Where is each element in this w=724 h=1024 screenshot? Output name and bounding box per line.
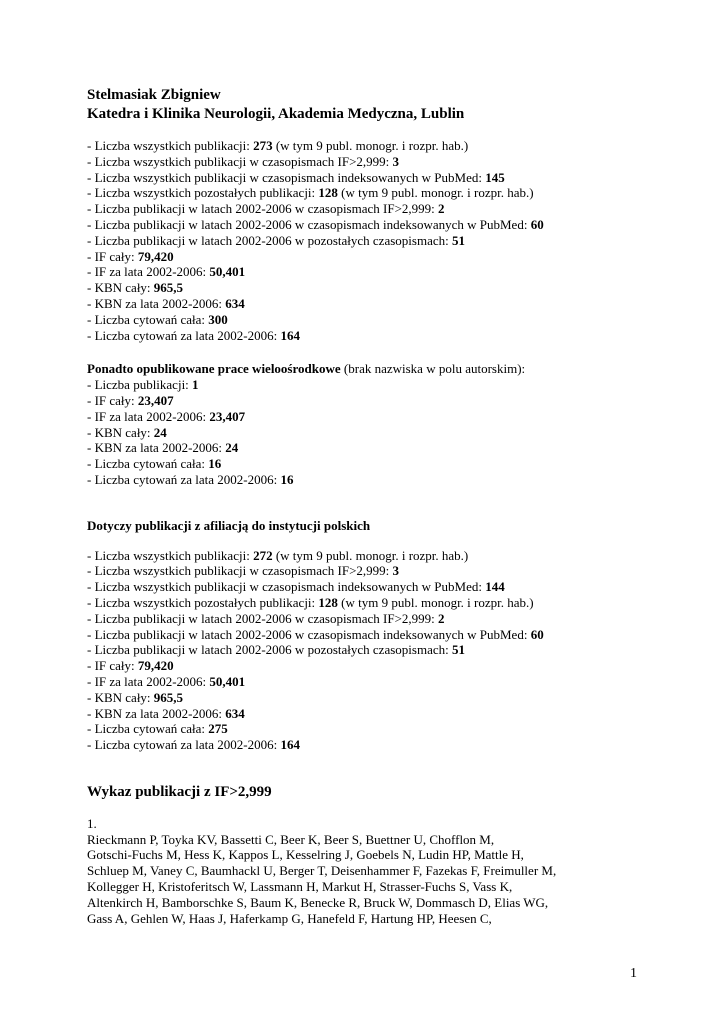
item-value: 50,401 xyxy=(209,264,246,280)
item-note: (w tym 9 publ. monogr. i rozpr. hab.) xyxy=(272,547,469,563)
item-value: 24 xyxy=(153,424,167,440)
item-label: - KBN cały: xyxy=(87,689,154,705)
item-label: - IF za lata 2002-2006: xyxy=(87,264,210,280)
item-value: 300 xyxy=(208,311,228,327)
item-label: - Liczba wszystkich pozostałych publikacji: xyxy=(87,185,319,201)
summary-item xyxy=(87,328,687,344)
item-value: 164 xyxy=(280,327,300,343)
summary-item xyxy=(87,249,687,265)
item-value: 1 xyxy=(192,377,199,393)
publication-entry xyxy=(87,816,687,927)
item-label: - Liczba wszystkich publikacji: xyxy=(87,138,254,153)
item-label: - KBN za lata 2002-2006: xyxy=(87,705,226,721)
item-value: 128 xyxy=(318,594,338,610)
multicenter-list xyxy=(87,377,687,488)
item-label: - Liczba wszystkich publikacji w czasopismach indeksowanych w PubMed: xyxy=(87,579,486,595)
item-label: - Liczba cytowań za lata 2002-2006: xyxy=(87,737,281,753)
item-label: - IF za lata 2002-2006: xyxy=(87,673,210,689)
item-value: 51 xyxy=(451,232,465,248)
author-line: Rieckmann P, Toyka KV, Bassetti C, Beer K, Beer S, Buettner U, Chofflon M, xyxy=(87,831,495,847)
polish-affiliation-item xyxy=(87,690,687,706)
polish-affiliation-item xyxy=(87,579,687,595)
summary-item xyxy=(87,154,687,170)
multicenter-item xyxy=(87,440,687,456)
multicenter-item xyxy=(87,377,687,393)
author-line: Gotschi-Fuchs M, Hess K, Kappos L, Kesselring J, Goebels N, Ludin HP, Mattle H, xyxy=(87,847,524,863)
author-line: Altenkirch H, Bamborschke S, Baum K, Benecke R, Bruck W, Dommasch D, Elias WG, xyxy=(87,894,549,910)
item-value: 965,5 xyxy=(153,689,184,705)
item-value: 2 xyxy=(438,201,445,217)
item-label: - Liczba publikacji w latach 2002-2006 w czasopismach IF>2,999: xyxy=(87,201,439,217)
multicenter-item xyxy=(87,393,687,409)
item-label: - Liczba wszystkich pozostałych publikacji: xyxy=(87,594,319,610)
item-label: - Liczba publikacji w latach 2002-2006 w pozostałych czasopismach: xyxy=(87,642,452,658)
item-value: 965,5 xyxy=(153,280,184,296)
item-value: 60 xyxy=(530,216,544,232)
summary-item xyxy=(87,217,687,233)
item-value: 16 xyxy=(280,471,294,487)
multicenter-heading-bold: Ponadto opublikowane prace wieloośrodkowe xyxy=(87,361,341,377)
item-label: - KBN cały: xyxy=(87,280,154,296)
item-label: - Liczba cytowań za lata 2002-2006: xyxy=(87,327,281,343)
summary-list xyxy=(87,138,687,343)
summary-item xyxy=(87,280,687,296)
item-label: - IF cały: xyxy=(87,392,138,408)
item-label: - Liczba cytowań cała: xyxy=(87,721,209,737)
multicenter-item xyxy=(87,425,687,441)
polish-affiliation-item xyxy=(87,627,687,643)
item-label: - Liczba publikacji w latach 2002-2006 w pozostałych czasopismach: xyxy=(87,232,452,248)
multicenter-heading xyxy=(87,361,687,377)
item-value: 60 xyxy=(530,626,544,642)
publication-authors xyxy=(87,832,687,927)
item-note: (w tym 9 publ. monogr. i rozpr. hab.) xyxy=(337,185,534,201)
author-line: Schluep M, Vaney C, Baumhackl U, Berger T, Deisenhammer F, Fazekas F, Freimuller M, xyxy=(87,863,557,879)
polish-affiliation-heading: Dotyczy publikacji z afiliacją do instytucji polskich xyxy=(87,517,371,533)
document-page xyxy=(87,86,687,926)
item-value: 50,401 xyxy=(209,673,246,689)
summary-item xyxy=(87,233,687,249)
item-label: - IF za lata 2002-2006: xyxy=(87,408,210,424)
publication-number: 1. xyxy=(87,815,97,831)
item-label: - Liczba cytowań cała: xyxy=(87,311,209,327)
item-label: - KBN za lata 2002-2006: xyxy=(87,295,226,311)
item-value: 272 xyxy=(253,547,273,563)
item-value: 51 xyxy=(451,642,465,658)
polish-affiliation-item xyxy=(87,706,687,722)
item-value: 145 xyxy=(485,169,505,185)
item-label: - KBN cały: xyxy=(87,424,154,440)
summary-item xyxy=(87,312,687,328)
author-line: Gass A, Gehlen W, Haas J, Haferkamp G, Hanefeld F, Hartung HP, Heesen C, xyxy=(87,910,492,926)
item-label: - Liczba publikacji: xyxy=(87,377,193,393)
publication-list-heading: Wykaz publikacji z IF>2,999 xyxy=(87,783,272,800)
item-label: - Liczba wszystkich publikacji w czasopismach IF>2,999: xyxy=(87,563,393,579)
polish-affiliation-item xyxy=(87,548,687,564)
polish-affiliation-list xyxy=(87,548,687,753)
author-name: Stelmasiak Zbigniew xyxy=(87,87,221,103)
item-value: 128 xyxy=(318,185,338,201)
item-value: 273 xyxy=(253,138,273,153)
item-label: - Liczba wszystkich publikacji w czasopismach IF>2,999: xyxy=(87,153,393,169)
item-value: 16 xyxy=(208,456,222,472)
item-label: - IF cały: xyxy=(87,658,138,674)
item-label: - IF cały: xyxy=(87,248,138,264)
item-label: - Liczba publikacji w latach 2002-2006 w czasopismach indeksowanych w PubMed: xyxy=(87,626,531,642)
item-value: 79,420 xyxy=(137,248,174,264)
item-value: 23,407 xyxy=(209,408,246,424)
item-label: - Liczba wszystkich publikacji: xyxy=(87,547,254,563)
polish-affiliation-item xyxy=(87,658,687,674)
summary-item xyxy=(87,264,687,280)
polish-affiliation-item xyxy=(87,611,687,627)
item-value: 24 xyxy=(225,440,239,456)
item-value: 634 xyxy=(225,705,245,721)
item-label: - Liczba cytowań cała: xyxy=(87,456,209,472)
multicenter-heading-rest: (brak nazwiska w polu autorskim): xyxy=(340,361,526,377)
item-value: 634 xyxy=(225,295,245,311)
multicenter-item xyxy=(87,456,687,472)
page-number: 1 xyxy=(630,966,637,981)
item-note: (w tym 9 publ. monogr. i rozpr. hab.) xyxy=(337,594,534,610)
item-value: 164 xyxy=(280,737,300,753)
item-label: - Liczba wszystkich publikacji w czasopismach indeksowanych w PubMed: xyxy=(87,169,486,185)
item-label: - Liczba publikacji w latach 2002-2006 w czasopismach indeksowanych w PubMed: xyxy=(87,216,531,232)
polish-affiliation-item xyxy=(87,721,687,737)
summary-item xyxy=(87,296,687,312)
item-note: (w tym 9 publ. monogr. i rozpr. hab.) xyxy=(272,138,469,153)
summary-item xyxy=(87,138,687,154)
author-line: Kollegger H, Kristoferitsch W, Lassmann H, Markut H, Strasser-Fuchs S, Vass K, xyxy=(87,879,513,895)
item-value: 144 xyxy=(485,579,505,595)
summary-item xyxy=(87,185,687,201)
author-affiliation: Katedra i Klinika Neurologii, Akademia Medyczna, Lublin xyxy=(87,106,465,122)
item-value: 23,407 xyxy=(137,392,174,408)
polish-affiliation-item xyxy=(87,674,687,690)
item-value: 2 xyxy=(438,610,445,626)
item-label: - Liczba publikacji w latach 2002-2006 w czasopismach IF>2,999: xyxy=(87,610,439,626)
item-value: 79,420 xyxy=(137,658,174,674)
polish-affiliation-item xyxy=(87,563,687,579)
item-value: 275 xyxy=(208,721,228,737)
summary-item xyxy=(87,201,687,217)
polish-affiliation-item xyxy=(87,642,687,658)
item-value: 3 xyxy=(392,153,400,169)
item-label: - KBN za lata 2002-2006: xyxy=(87,440,226,456)
item-value: 3 xyxy=(392,563,400,579)
polish-affiliation-item xyxy=(87,595,687,611)
multicenter-item xyxy=(87,472,687,488)
summary-item xyxy=(87,170,687,186)
multicenter-item xyxy=(87,409,687,425)
polish-affiliation-item xyxy=(87,737,687,753)
item-label: - Liczba cytowań za lata 2002-2006: xyxy=(87,471,281,487)
